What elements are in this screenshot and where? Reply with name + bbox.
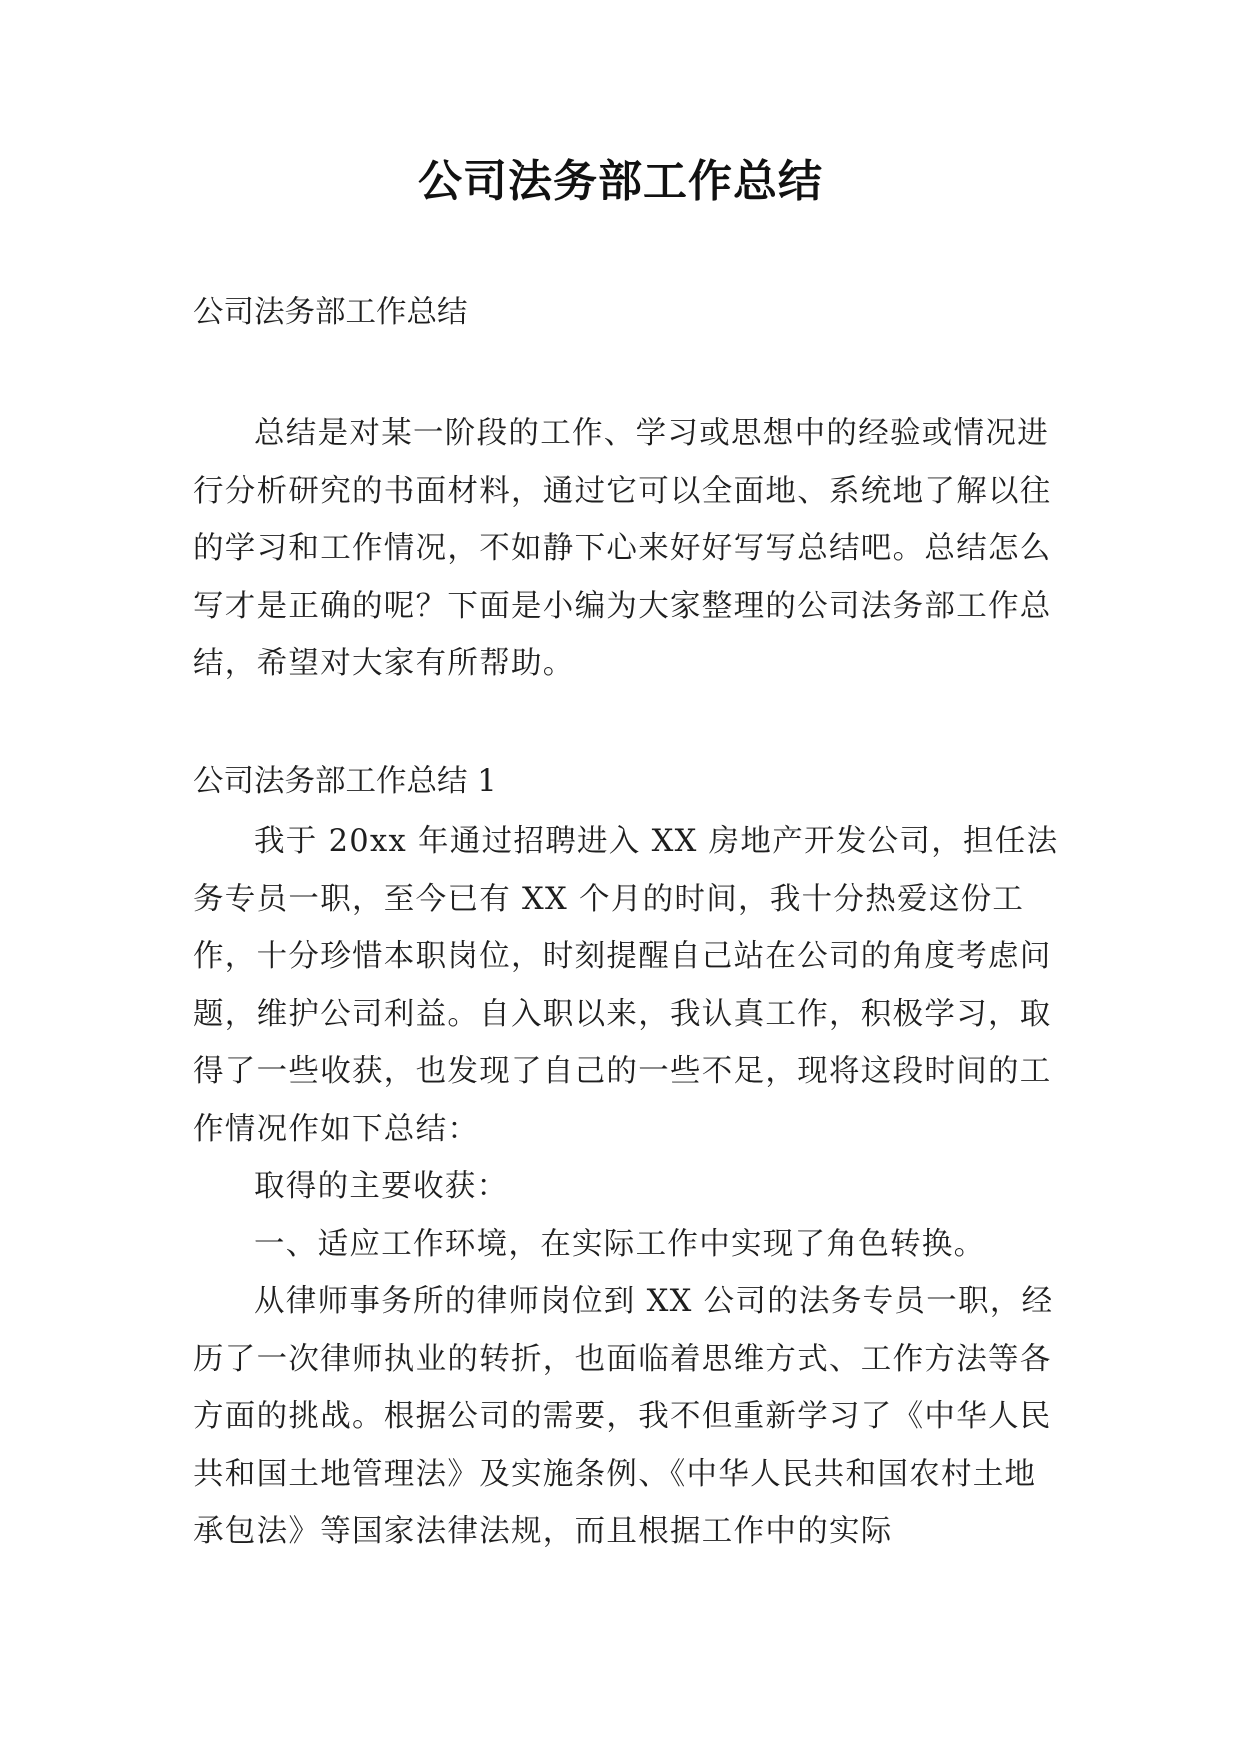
- section-paragraph: 我于 20xx 年通过招聘进入 XX 房地产开发公司，担任法务专员一职，至今已有 XX 个月的时间，我十分热爱这份工作，十分珍惜本职岗位，时刻提醒自己站在公司的角度考虑问题，维护公司利益。自入职以来，我认真工作，积极学习，取得了一些收获，也发现了自己的一些不足，现将这段时间的工作情况作如下总结：: [193, 824, 1059, 1147]
- section-paragraph: 一、适应工作环境，在实际工作中实现了角色转换。: [254, 1226, 986, 1262]
- document-subtitle: 公司法务部工作总结: [193, 295, 468, 330]
- intro-paragraph: 总结是对某一阶段的工作、学习或思想中的经验或情况进行分析研究的书面材料，通过它可以全面地、系统地了解以往的学习和工作情况，不如静下心来好好写写总结吧。总结怎么写才是正确的呢？下面是小编为大家整理的公司法务部工作总结，希望对大家有所帮助。: [193, 416, 1052, 681]
- section-paragraph: 从律师事务所的律师岗位到 XX 公司的法务专员一职，经历了一次律师执业的转折，也面临着思维方式、工作方法等各方面的挑战。根据公司的需要，我不但重新学习了《中华人民共和国土地管理法》及实施条例、《中华人民共和国农村土地承包法》等国家法律法规，而且根据工作中的实际: [193, 1284, 1054, 1549]
- section-heading: 公司法务部工作总结 1: [193, 764, 497, 799]
- section-paragraph: 取得的主要收获：: [254, 1169, 509, 1204]
- section-body: [193, 813, 1063, 1561]
- document-title: 公司法务部工作总结: [418, 156, 823, 207]
